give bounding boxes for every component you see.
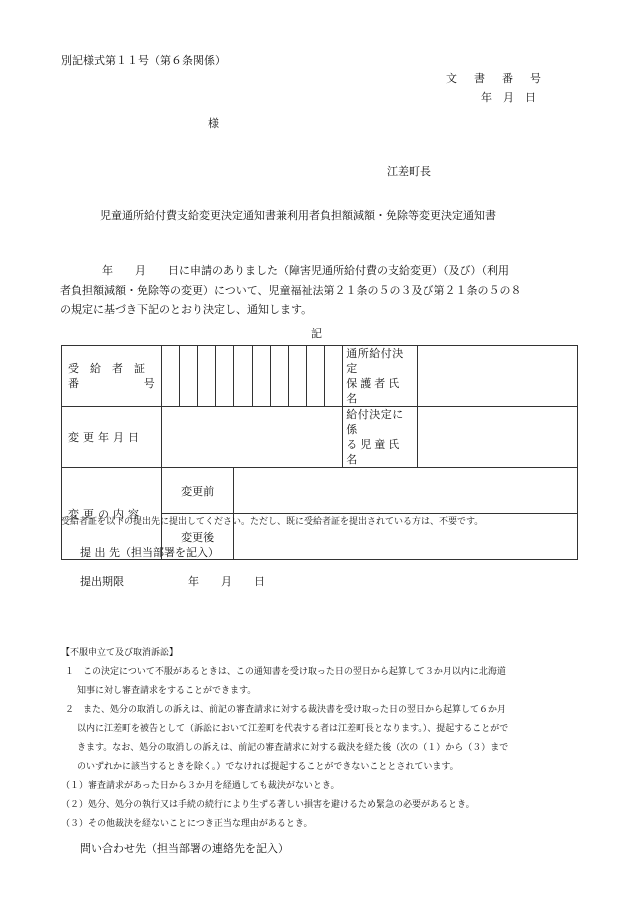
appeal-item-1-line-2: 知事に対し審査請求をすることができます。 bbox=[77, 686, 257, 696]
appeal-sub-2: （２）処分、処分の執行又は手続の続行により生ずる著しい損害を避けるため緊急の必要があるとき。 bbox=[61, 800, 475, 810]
guardian-label: 通所給付決定 保護者氏名 bbox=[343, 346, 418, 407]
addressee: 様 bbox=[208, 117, 219, 130]
issue-date: 年 月 日 bbox=[481, 91, 536, 104]
appeal-item-2-line-3: きます。なお、処分の取消しの訴えは、前記の審査請求に対する裁決を経た後（次の（１）から（３）まで bbox=[77, 743, 509, 753]
cert-number-label: 受 給 者 証 番 号 bbox=[62, 346, 162, 407]
appeal-heading: 【不服申立て及び取消訴訟】 bbox=[61, 648, 179, 658]
submit-to: 提 出 先（担当部署を記入） bbox=[80, 546, 219, 559]
cert-digit-cell[interactable] bbox=[234, 346, 252, 407]
guardian-name-field[interactable] bbox=[418, 346, 578, 407]
change-date-field[interactable] bbox=[161, 407, 342, 468]
document-title: 児童通所給付費支給変更決定通知書兼利用者負担額減額・免除等変更決定通知書 bbox=[100, 209, 496, 222]
cert-digit-cell[interactable] bbox=[216, 346, 234, 407]
appeal-item-2-line-2: 以内に江差町を被告として（訴訟において江差町を代表する者は江差町長となります。）、提起することがで bbox=[77, 724, 509, 734]
appeal-item-1-line-1: １ この決定について不服があるときは、この通知書を受け取った日の翌日から起算して３か月以内に北海道 bbox=[65, 667, 506, 677]
before-content-field[interactable] bbox=[234, 468, 578, 514]
cert-digit-cell[interactable] bbox=[252, 346, 270, 407]
document-number-label: 文 書 番 号 bbox=[446, 72, 544, 85]
body-line-2: 者負担額減額・免除等の変更）について、児童福祉法第２１条の５の３及び第２１条の５の８ bbox=[60, 284, 522, 297]
cert-digit-cell[interactable] bbox=[179, 346, 197, 407]
after-label: 変更後 bbox=[161, 514, 234, 560]
decision-table bbox=[61, 345, 578, 560]
cert-digit-cell[interactable] bbox=[198, 346, 216, 407]
deadline-label: 提出期限 bbox=[80, 575, 124, 588]
appeal-sub-1: （１）審査請求があった日から３か月を経過しても裁決がないとき。 bbox=[61, 781, 340, 791]
appeal-sub-3: （３）その他裁決を経ないことにつき正当な理由があるとき。 bbox=[61, 819, 313, 829]
ki-heading: 記 bbox=[311, 327, 322, 340]
change-date-label: 変更年月日 bbox=[62, 407, 162, 468]
submission-note: 受給者証を以下の提出先に提出してください。ただし、既に受給者証を提出されている方は、不要です。 bbox=[61, 517, 484, 527]
cert-digit-cell[interactable] bbox=[325, 346, 343, 407]
contact-label: 問い合わせ先（担当部署の連絡先を記入） bbox=[80, 842, 289, 855]
cert-digit-cell[interactable] bbox=[306, 346, 324, 407]
body-line-1: 年 月 日に申請のありました（障害児通所給付費の支給変更）（及び）（利用 bbox=[80, 264, 509, 277]
change-content-label: 変更の内容 bbox=[62, 468, 162, 560]
form-label: 別記様式第１１号（第６条関係） bbox=[61, 54, 226, 67]
appeal-item-2-line-4: のいずれかに該当するときを除く。）でなければ提起することができないこととされています。 bbox=[77, 762, 459, 772]
body-line-3: の規定に基づき下記のとおり決定し、通知します。 bbox=[60, 303, 313, 316]
deadline-date: 年 月 日 bbox=[188, 575, 265, 588]
child-label: 給付決定に係 る児童氏名 bbox=[343, 407, 418, 468]
child-name-field[interactable] bbox=[418, 407, 578, 468]
appeal-item-2-line-1: ２ また、処分の取消しの訴えは、前記の審査請求に対する裁決書を受け取った日の翌日から起算して６か月 bbox=[65, 705, 507, 715]
cert-digit-cell[interactable] bbox=[270, 346, 288, 407]
before-label: 変更前 bbox=[161, 468, 234, 514]
issuer: 江差町長 bbox=[387, 165, 431, 178]
cert-digit-cell[interactable] bbox=[288, 346, 306, 407]
cert-digit-cell[interactable] bbox=[161, 346, 179, 407]
